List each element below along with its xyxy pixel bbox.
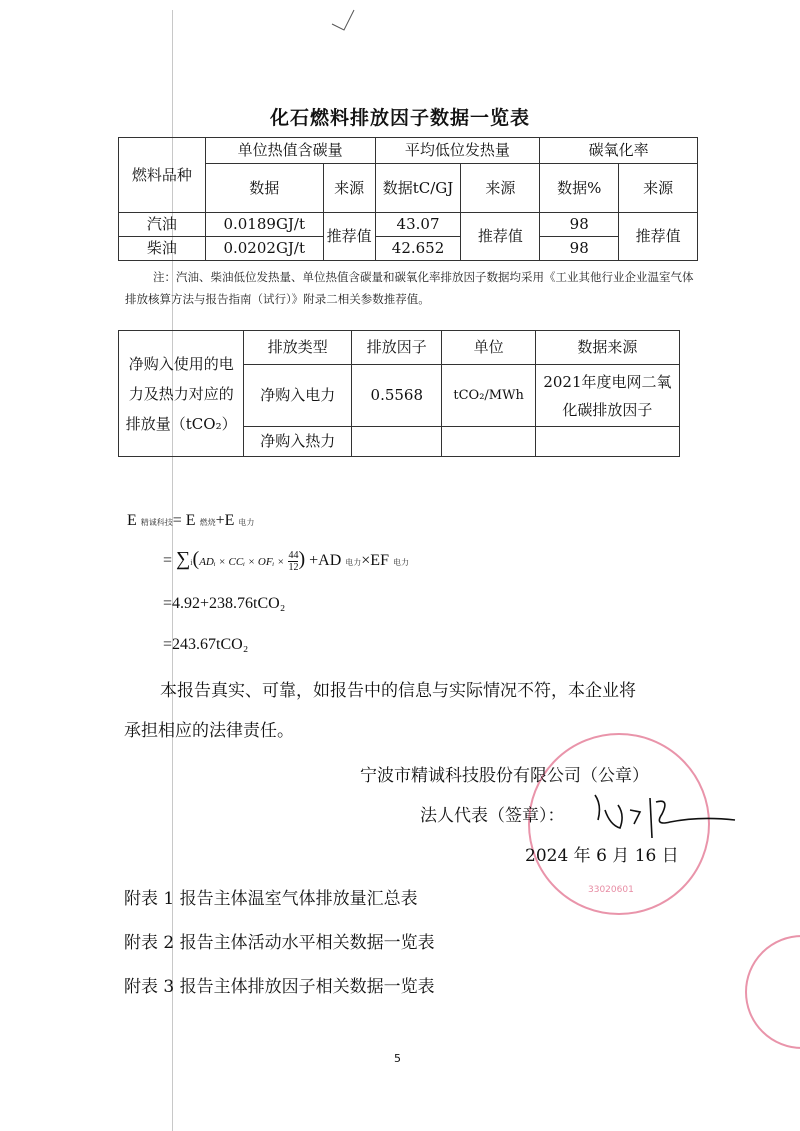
page-title: 化石燃料排放因子数据一览表 [269,107,530,129]
appendix-item-3: 附表 3 报告主体排放因子相关数据一览表 [124,977,435,997]
fuel-name: 柴油 [119,237,206,261]
signature-date: 2024 年 6 月 16 日 [525,846,679,866]
fuel-emission-factor-table [118,137,698,261]
subheader-data-percent: 数据% [540,164,619,213]
data-source [535,427,679,457]
legal-representative-label: 法人代表（签章）： [420,806,565,826]
oxidation-rate-value: 98 [540,237,619,261]
carbon-content-value: 0.0189GJ/t [205,213,323,237]
formula-line-1: E 精诚科技= E 燃烧+E 电力 [127,512,255,529]
oxidation-rate-value: 98 [540,213,619,237]
sum-symbol: ∑ [176,548,191,570]
carbon-content-value: 0.0202GJ/t [205,237,323,261]
formula-line-2: = ∑i(ADᵢ × CCᵢ × OFᵢ × $\frac{44}{12}$ ) +AD 电力×EF 电力 [163,548,409,573]
company-name: 宁波市精诚科技股份有限公司（公章） [360,766,649,786]
declaration-line-2: 承担相应的法律责任。 [124,721,294,741]
fuel-name: 汽油 [119,213,206,237]
header-heat-value: 平均低位发热量 [375,138,540,164]
header-unit: 单位 [442,331,536,365]
subheader-source: 来源 [619,164,698,213]
check-mark-icon [330,8,358,34]
subheader-source: 来源 [461,164,540,213]
appendix-item-1: 附表 1 报告主体温室气体排放量汇总表 [124,889,418,909]
header-carbon-content: 单位热值含碳量 [205,138,375,164]
formula-line-4: =243.67tCO₂ [163,636,249,653]
source-recommended: 推荐值 [619,213,698,261]
page-number: 5 [394,1052,401,1065]
emission-type: 净购入热力 [244,427,352,457]
subheader-data-tcgj: 数据tC/GJ [375,164,461,213]
emission-type: 净购入电力 [244,365,352,427]
subheader-data: 数据 [205,164,323,213]
signature-scribble [590,790,740,840]
subheader-source: 来源 [323,164,375,213]
table-row [119,213,698,237]
heat-value: 42.652 [375,237,461,261]
power-heat-emission-table [118,330,680,457]
formula-line-3: =4.92+238.76tCO₂ [163,595,286,612]
appendix-item-2: 附表 2 报告主体活动水平相关数据一览表 [124,933,435,953]
source-recommended: 推荐值 [461,213,540,261]
company-seal-stamp: 33020601 [528,733,710,915]
data-source: 2021年度电网二氧化碳排放因子 [535,365,679,427]
header-data-source: 数据来源 [535,331,679,365]
partial-seal-stamp [745,935,800,1049]
row-header-net-purchase: 净购入使用的电力及热力对应的排放量（tCO₂） [119,331,244,457]
header-emission-type: 排放类型 [244,331,352,365]
unit: tCO₂/MWh [442,365,536,427]
unit [442,427,536,457]
header-emission-factor: 排放因子 [352,331,442,365]
heat-value: 43.07 [375,213,461,237]
table-note: 注：汽油、柴油低位发热量、单位热值含碳量和碳氧化率排放因子数据均采用《工业其他行业企业温室气体排放核算方法与报告指南（试行）》附录二相关参数推荐值。 [125,270,694,306]
declaration-line-1: 本报告真实、可靠，如报告中的信息与实际情况不符，本企业将 [160,681,636,701]
emission-factor: 0.5568 [352,365,442,427]
source-recommended: 推荐值 [323,213,375,261]
header-fuel-type: 燃料品种 [119,138,206,213]
emission-factor [352,427,442,457]
fraction: $\frac{44}{12}$ [288,549,299,573]
table-row [119,237,698,261]
header-oxidation-rate: 碳氧化率 [540,138,698,164]
